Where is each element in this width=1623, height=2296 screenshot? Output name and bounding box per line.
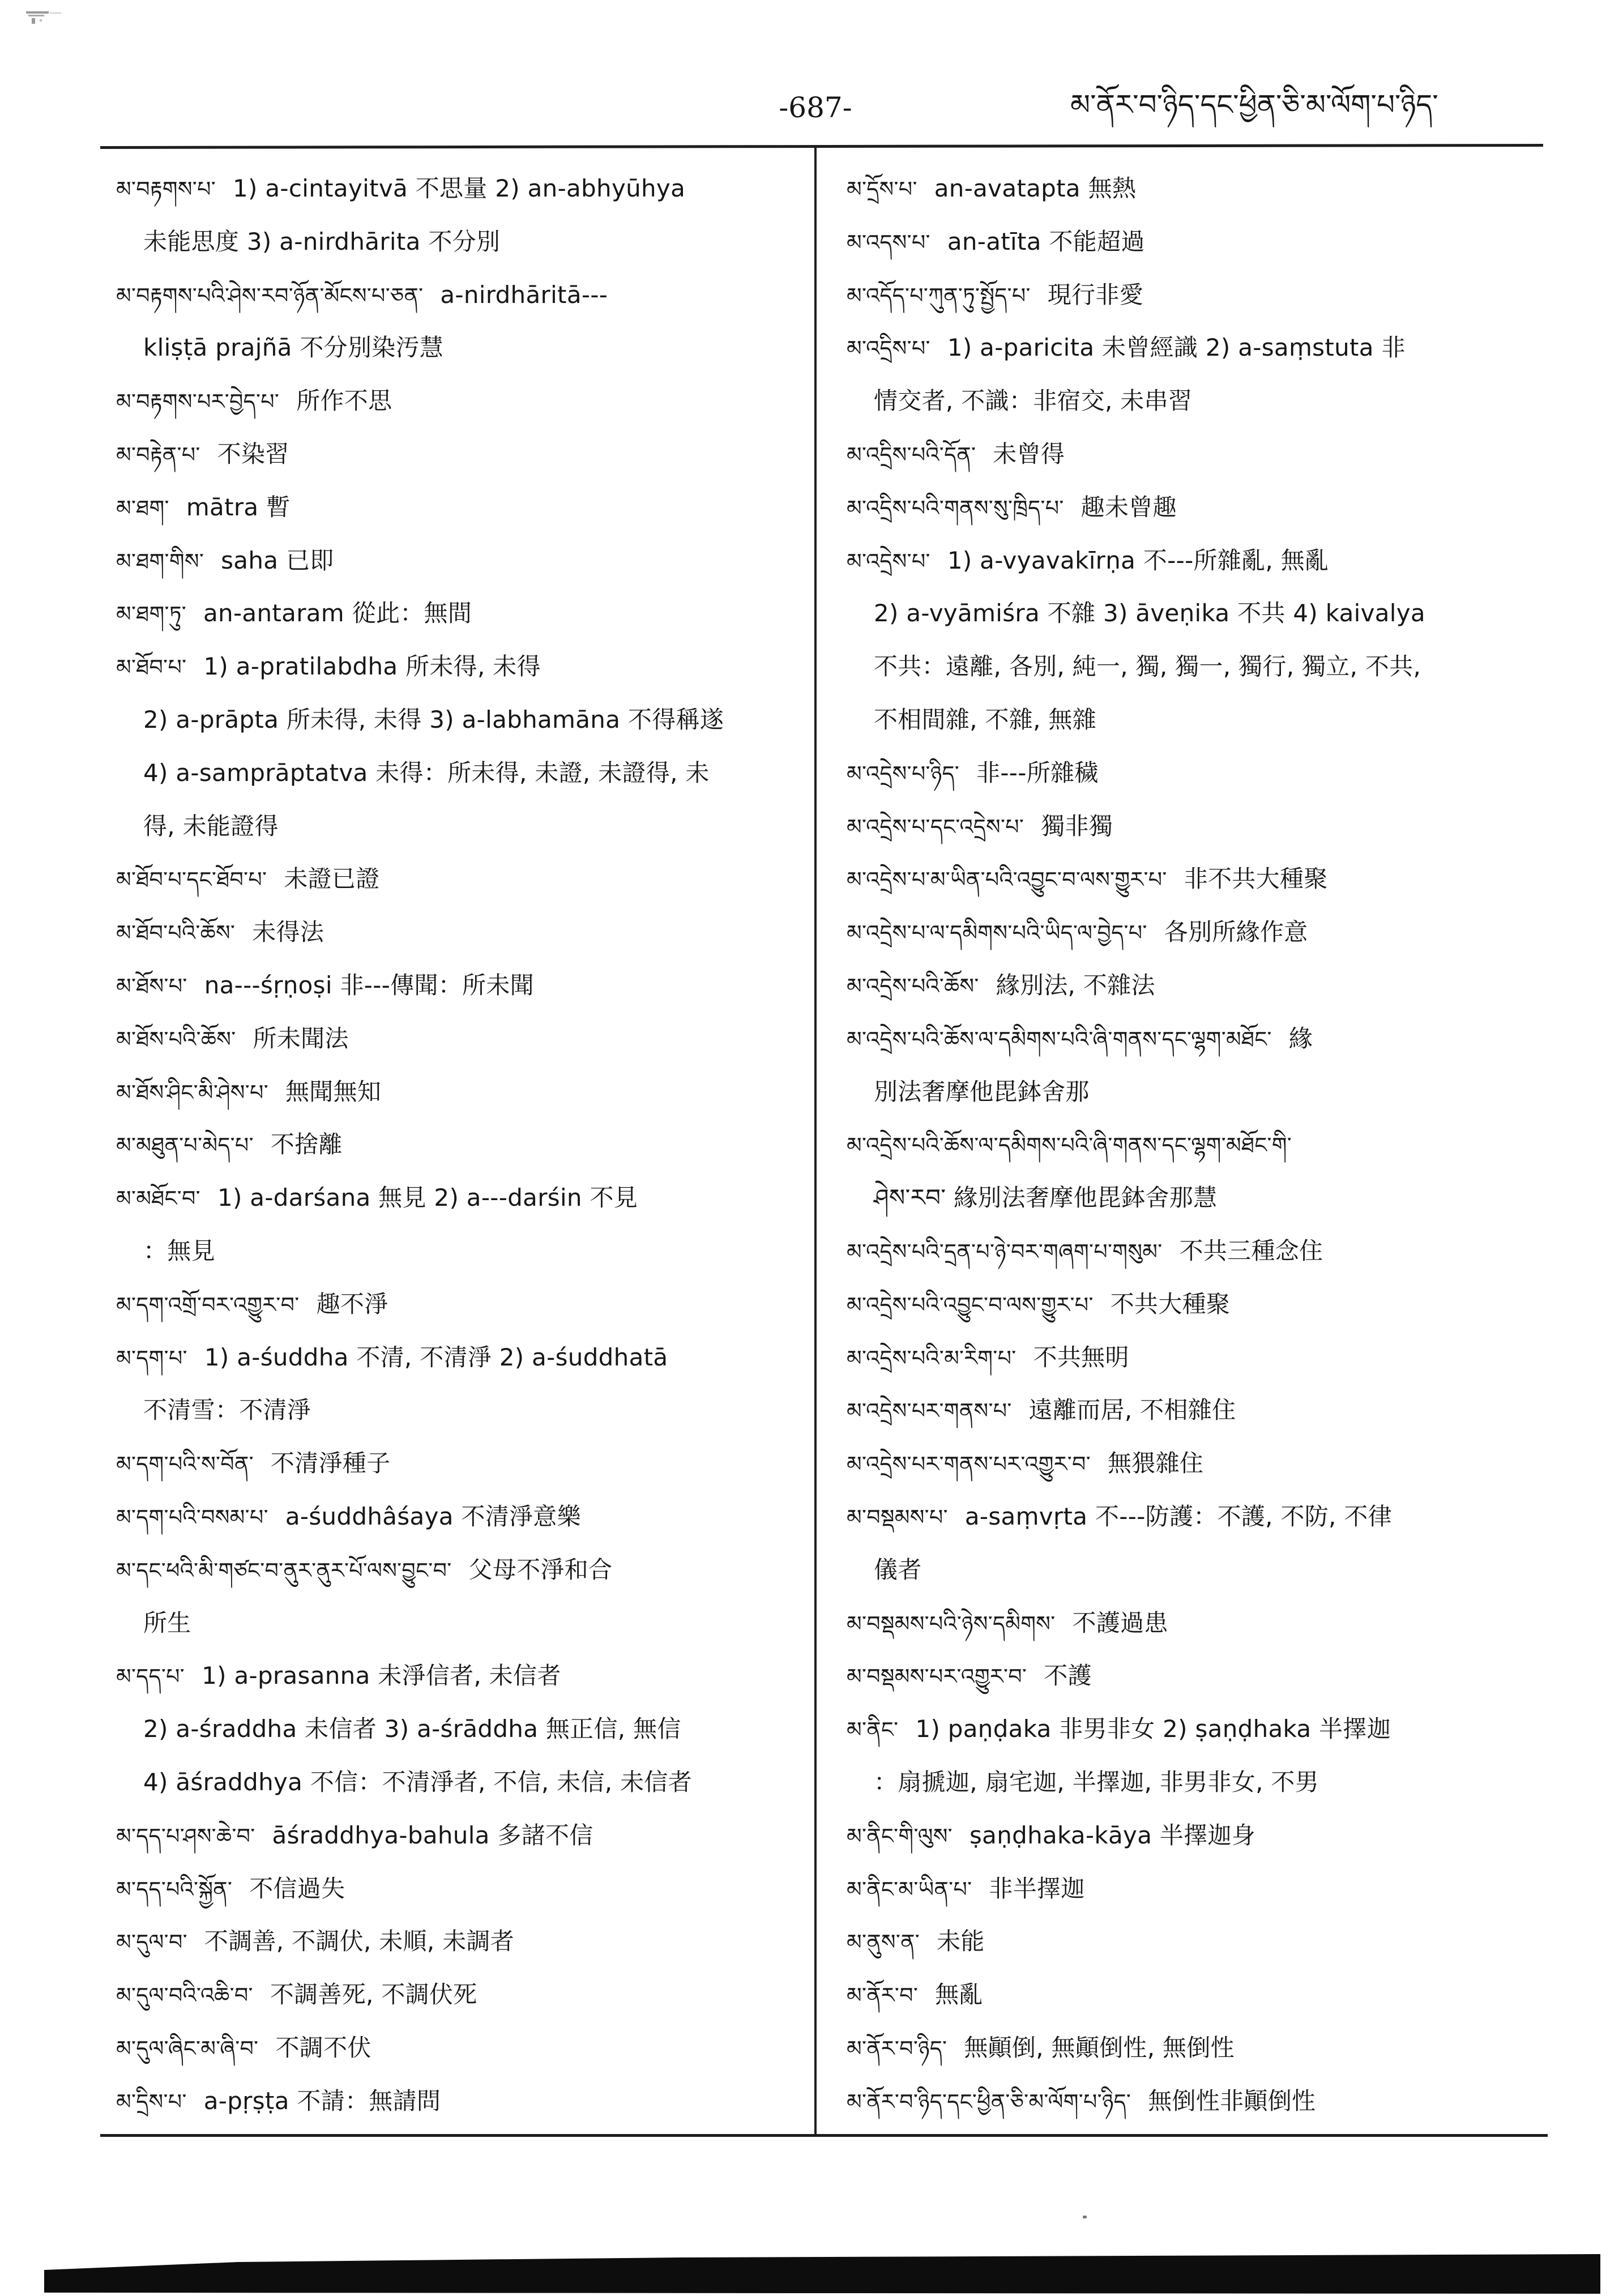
entry-headword: མ་དད་པ་ [116,1664,185,1689]
entry-continuation-line: 不共：遠離, 各別, 純一, 獨, 獨一, 獨行, 獨立, 不共, [874,652,1421,681]
entry-gloss: 不共大種聚 [1110,1290,1231,1318]
entry-headword: མ་ཐག་གིས་ [116,548,204,574]
entry-line [847,321,1552,374]
entry-gloss: 非---所雜穢 [976,758,1099,787]
entry-gloss: 不護過患 [1072,1608,1168,1637]
entry-gloss: 趣不淨 [316,1290,388,1318]
entry-gloss: 無聞無知 [285,1077,382,1106]
entry-line [847,1968,1552,2021]
entry-line [116,906,804,959]
entry-line [116,374,804,428]
entry-line [116,2075,804,2128]
dictionary-entry [116,1118,804,1171]
entry-headword: མ་དུལ་བའི་འཆི་བ་ [116,1983,253,2008]
entry-headword: མ་བརྟགས་པའི་ཤེས་རབ་ཉོན་མོངས་པ་ཅན་ [116,283,424,308]
entry-gloss: 無顚倒, 無顚倒性, 無倒性 [964,2033,1235,2062]
entry-line [847,428,1552,481]
entry-line [116,428,804,481]
entry-headword: མ་དང་ཕའི་མི་གཙང་བ་ནུར་ནུར་པོ་ལས་བྱུང་བ་ [116,1557,452,1583]
entry-line [847,534,1552,587]
entry-line [847,1437,1552,1490]
entry-headword: མ་དག་པའི་བསམ་པ་ [116,1504,268,1530]
entry-headword: མ་ནིང་གི་ལུས་ [847,1823,953,1849]
entry-continuation-line: ：扇搋迦, 扇宅迦, 半擇迦, 非男非女, 不男 [874,1768,1319,1796]
dictionary-entry [116,1012,804,1065]
entry-line [847,1012,1552,1065]
dictionary-entry [847,268,1552,322]
entry-line [847,1809,1552,1862]
dictionary-entry [847,1278,1552,1331]
entry-gloss: 1) a-vyavakīrṇa 不---所雜亂, 無亂 [947,546,1329,574]
entry-line [116,534,804,587]
entry-continuation-line: 別法奢摩他毘鉢舍那 [874,1077,1090,1106]
dictionary-entry [116,1543,804,1650]
entry-gloss: 非不共大種聚 [1184,865,1328,893]
top-rule [100,144,1543,149]
entry-line [847,906,1552,959]
dictionary-entry [847,1862,1552,1915]
dictionary-entry [847,1702,1552,1809]
entry-line [116,1490,804,1543]
entry-line [847,1278,1552,1331]
entry-gloss: 遠離而居, 不相雜住 [1028,1396,1236,1424]
entry-line [847,1331,1552,1384]
entry-continuation-line: 不清雪：不清淨 [143,1396,311,1424]
entry-headword: མ་བརྟགས་པ་ [116,177,216,202]
entry-headword: མ་བརྟེན་པ་ [116,442,200,467]
right-column [847,162,1552,2127]
scan-edge-band [0,2243,1623,2296]
entry-line [116,1809,804,1862]
dictionary-entry [116,481,804,534]
entry-gloss: 1) a-cintayitvā 不思量 2) an-abhyūhya [233,174,686,202]
dictionary-entry [847,162,1552,215]
entry-gloss: a-pṛṣṭa 不請：無請問 [203,2086,441,2115]
entry-gloss: 不捨離 [270,1130,343,1159]
dictionary-entry [847,852,1552,906]
entry-gloss: 各別所緣作意 [1164,918,1308,946]
entry-headword: མ་ཐོབ་པའི་ཆོས་ [116,920,236,946]
entry-headword: མ་འདྲེས་པའི་ཆོས་ [847,973,979,998]
scan-dot [1083,2216,1087,2218]
entry-gloss: 不信過失 [249,1874,345,1902]
dictionary-entry [116,2021,804,2075]
dictionary-entry [847,1012,1552,1119]
entry-gloss: mātra 暫 [186,493,291,521]
dictionary-entry [116,1437,804,1490]
entry-headword: མ་དུལ་བ་ [116,1930,187,1955]
entry-line [116,1968,804,2021]
dictionary-entry [116,2075,804,2128]
entry-headword: མ་ཐོབ་པ་དང་ཐོབ་པ་ [116,867,267,893]
dictionary-entry [847,2021,1552,2075]
entry-continuation-line: 4) a-samprāptatva 未得：所未得, 未證, 未證得, 未 [143,758,710,787]
entry-line [847,1224,1552,1278]
entry-continuation-line: 未能思度 3) a-nirdhārita 不分別 [143,227,501,255]
entry-headword: མ་མཐུན་པ་མེད་པ་ [116,1133,254,1158]
entry-headword: མ་བརྟགས་པར་བྱེད་པ་ [116,389,280,415]
dictionary-entry [847,1649,1552,1702]
entry-line [116,852,804,906]
entry-gloss: 未能 [937,1927,985,1956]
entry-gloss: 不染習 [217,439,289,468]
entry-continuation-line: ：無見 [143,1236,215,1265]
entry-line [116,1649,804,1702]
entry-gloss: 不共無明 [1033,1343,1129,1371]
entry-headword: མ་ནོར་བ་ཉིད་ [847,2035,947,2061]
entry-gloss: 未得法 [252,918,324,946]
entry-continuation-line: 情交者, 不識：非宿交, 未串習 [874,387,1193,415]
entry-line [116,1331,804,1384]
entry-line [847,746,1552,800]
dictionary-entry [847,2075,1552,2128]
entry-line [847,1862,1552,1915]
entry-continuation-line: kliṣṭā prajñā 不分別染汚慧 [143,334,444,362]
entry-gloss: 1) a-śuddha 不清, 不清淨 2) a-śuddhatā [204,1343,668,1371]
entry-gloss: 未曾得 [993,439,1065,468]
entry-line [847,215,1552,268]
entry-gloss: 無猥雜住 [1108,1449,1204,1478]
entry-line [847,1915,1552,1968]
entry-headword: མ་འདྲེས་པའི་ཆོས་ལ་དམིགས་པའི་ཞི་གནས་དང་ལྷག་མཐོང་གི་ [847,1133,1292,1158]
entry-continuation-line: 2) a-prāpta 所未得, 未得 3) a-labhamāna 不得稱遂 [143,705,724,733]
dictionary-entry [847,1118,1552,1224]
left-column [116,162,804,2127]
dictionary-entry [847,906,1552,959]
dictionary-entry [116,534,804,587]
entry-line [116,1278,804,1331]
entry-gloss: 現行非愛 [1047,280,1143,309]
entry-gloss: an-atīta 不能超過 [947,227,1145,255]
entry-continuation-line: 不相間雜, 不雜, 無雜 [874,705,1097,733]
entry-gloss: 非半擇迦 [989,1874,1085,1902]
entry-line [847,2021,1552,2075]
entry-gloss: 1) a-pratilabdha 所未得, 未得 [203,652,541,681]
entry-line [116,587,804,640]
running-head: མ་ནོར་བ་ཉིད་དང་ཕྱིན་ཅི་མ་ལོག་པ་ཉིད་ [1070,88,1438,121]
entry-gloss: saha 已即 [221,546,334,574]
dictionary-entry [847,746,1552,800]
dictionary-entry [116,959,804,1012]
entry-gloss: 不護 [1044,1662,1092,1690]
entry-headword: མ་ནིང་མ་ཡིན་པ་ [847,1876,972,1902]
entry-headword: མ་ནོར་བ་ཉིད་དང་ཕྱིན་ཅི་མ་ལོག་པ་ཉིད་ [847,2089,1131,2114]
entry-headword: མ་ཐག་ [116,495,169,520]
entry-gloss: na---śṛṇoṣi 非---傳聞：所未聞 [204,971,534,999]
entry-gloss: 父母不淨和合 [468,1555,613,1584]
entry-gloss: a-saṃvṛta 不---防護：不護, 不防, 不律 [964,1502,1392,1530]
scan-speck-mark [23,9,74,34]
dictionary-entry [116,1862,804,1915]
entry-headword: མ་ཐོས་ཤིང་མི་ཤེས་པ་ [116,1079,268,1105]
entry-headword: མ་དག་པ་ [116,1345,187,1371]
entry-line [847,800,1552,853]
entry-line [116,162,804,215]
entry-gloss: ṣaṇḍhaka-kāya 半擇迦身 [969,1821,1256,1849]
entry-line [847,481,1552,534]
entry-line [847,1490,1552,1543]
dictionary-entry [116,1490,804,1543]
entry-headword: མ་དྲོས་པ་ [847,177,917,202]
entry-continuation-line: ཤེས་རབ་ 緣別法奢摩他毘鉢舍那慧 [874,1184,1218,1212]
entry-headword: མ་འདྲེས་པའི་དྲན་པ་ཉེ་བར་གཞག་པ་གསུམ་ [847,1239,1163,1264]
dictionary-entry [847,428,1552,481]
dictionary-entry [116,1331,804,1437]
dictionary-entry [116,640,804,852]
entry-gloss: 不調不伏 [275,2033,371,2062]
entry-gloss: 所作不思 [296,387,392,415]
entry-headword: མ་འདས་པ་ [847,229,930,255]
page-number: -687- [779,91,852,124]
entry-headword: མ་འདྲེས་པ་དང་འདྲེས་པ་ [847,814,1024,839]
entry-gloss: a-nirdhāritā--- [440,280,608,309]
entry-line [847,2075,1552,2128]
entry-gloss: 所未聞法 [253,1024,349,1052]
entry-gloss: āśraddhya-bahula 多諸不信 [272,1821,593,1849]
entry-line [116,1118,804,1171]
entry-headword: མ་མཐོང་བ་ [116,1186,200,1211]
entry-headword: མ་འདྲེས་པ་མ་ཡིན་པའི་འབྱུང་བ་ལས་གྱུར་པ་ [847,867,1167,893]
entry-headword: མ་འདྲིས་པའི་གནས་སུ་ཁྲིད་པ་ [847,495,1064,520]
entry-continuation-line: 2) a-vyāmiśra 不雜 3) āveṇika 不共 4) kaivalya [874,599,1425,628]
entry-headword: མ་འདོད་པ་ཀུན་ཏུ་སྤྱོད་པ་ [847,283,1031,308]
entry-gloss: 緣 [1288,1024,1313,1052]
entry-gloss: 未證已證 [284,865,380,893]
entry-line [847,959,1552,1012]
entry-gloss: 不共三種念住 [1179,1236,1323,1265]
entry-headword: མ་འདྲིས་པའི་དོན་ [847,442,976,467]
dictionary-entry [116,587,804,640]
entry-line [847,852,1552,906]
entry-headword: མ་འདྲིས་པ་ [847,336,930,361]
entry-gloss: 1) a-paricita 未曾經識 2) a-saṃstuta 非 [947,334,1406,362]
dictionary-entry [116,1968,804,2021]
entry-headword: མ་དག་འགྲོ་བར་འགྱུར་བ་ [116,1292,300,1317]
entry-line [116,1171,804,1224]
entry-line [116,1437,804,1490]
entry-headword: མ་བསྡམས་པར་འགྱུར་བ་ [847,1664,1027,1689]
entry-line [116,1065,804,1119]
dictionary-entry [847,1915,1552,1968]
entry-gloss: 趣未曾趣 [1080,493,1177,521]
entry-continuation-line: 4) āśraddhya 不信：不清淨者, 不信, 未信, 未信者 [143,1768,692,1796]
entry-gloss: 緣別法, 不雜法 [996,971,1155,999]
entry-headword: མ་ནུས་ན་ [847,1930,920,1955]
entry-headword: མ་བསྡམས་པ་ [847,1504,948,1530]
entry-line [847,1118,1552,1171]
dictionary-entry [847,534,1552,746]
entry-headword: མ་དག་པའི་ས་བོན་ [116,1452,254,1477]
entry-gloss: 1) a-darśana 無見 2) a---darśin 不見 [217,1184,638,1212]
entry-headword: མ་དྲིས་པ་ [116,2089,187,2114]
entry-gloss: 不清淨種子 [270,1449,391,1478]
entry-gloss: 無亂 [935,1981,983,2009]
entry-line [847,1649,1552,1702]
dictionary-entry [116,1915,804,1968]
entry-headword: མ་འདྲེས་པ་ཉིད་ [847,761,960,786]
entry-headword: མ་བསྡམས་པའི་ཉེས་དམིགས་ [847,1611,1056,1636]
entry-headword: མ་ཐོས་པའི་ཆོས་ [116,1026,236,1052]
entry-continuation-line: 儀者 [874,1555,922,1584]
entry-headword: མ་དད་པ་ཤས་ཆེ་བ་ [116,1823,255,1849]
dictionary-entry [116,428,804,481]
entry-line [116,640,804,693]
dictionary-entry [847,1331,1552,1384]
entry-gloss: 無倒性非顚倒性 [1148,2086,1316,2115]
entry-gloss: an-antaram 從此：無間 [203,599,472,628]
entry-line [116,481,804,534]
entry-headword: མ་འདྲེས་པ་ [847,548,930,574]
entry-line [847,162,1552,215]
dictionary-entry [116,1809,804,1862]
dictionary-entry [116,162,804,268]
entry-headword: མ་ཐོབ་པ་ [116,655,187,680]
entry-gloss: a-śuddhâśaya 不清淨意樂 [285,1502,581,1530]
entry-gloss: 不調善, 不調伏, 未順, 未調者 [204,1927,515,1956]
dictionary-entry [116,1278,804,1331]
entry-line [847,1597,1552,1650]
entry-line [116,2021,804,2075]
entry-gloss: 1) paṇḍaka 非男非女 2) ṣaṇḍhaka 半擇迦 [915,1715,1391,1743]
dictionary-entry [847,481,1552,534]
entry-gloss: an-avatapta 無熱 [934,174,1137,202]
entry-line [116,1012,804,1065]
dictionary-entry [847,1437,1552,1490]
column-divider [814,147,817,2135]
dictionary-entry [116,1649,804,1808]
dictionary-entry [847,1384,1552,1437]
entry-gloss: 1) a-prasanna 未淨信者, 未信者 [202,1662,561,1690]
entry-line [847,1702,1552,1756]
entry-headword: མ་ཐོས་པ་ [116,973,187,998]
entry-headword: མ་ནོར་བ་ [847,1983,919,2008]
entry-headword: མ་འདྲེས་པའི་འབྱུང་བ་ལས་གྱུར་པ་ [847,1292,1094,1317]
entry-headword: མ་ནིང་ [847,1717,899,1743]
dictionary-entry [116,852,804,906]
dictionary-entry [847,1597,1552,1650]
entry-line [116,1915,804,1968]
bottom-rule [100,2134,1548,2137]
entry-headword: མ་འདྲེས་པར་གནས་པ་ [847,1398,1012,1424]
entry-line [116,268,804,322]
dictionary-entry [116,1065,804,1119]
entry-line [116,1543,804,1597]
dictionary-entry [847,215,1552,268]
dictionary-entry [847,959,1552,1012]
entry-headword: མ་འདྲེས་པའི་མ་རིག་པ་ [847,1345,1016,1371]
dictionary-entry [847,1968,1552,2021]
dictionary-entry [116,268,804,375]
dictionary-entry [847,800,1552,853]
dictionary-entry [116,906,804,959]
entry-headword: མ་ཐག་ཏུ་ [116,601,187,627]
dictionary-entry [847,1224,1552,1278]
dictionary-entry [847,321,1552,428]
entry-continuation-line: 所生 [143,1608,191,1637]
entry-line [116,1862,804,1915]
entry-continuation-line: 得, 未能證得 [143,812,279,840]
entry-line [847,1384,1552,1437]
dictionary-entry [116,374,804,428]
entry-gloss: 不調善死, 不調伏死 [270,1981,477,2009]
entry-line [847,268,1552,322]
dictionary-entry [116,1171,804,1278]
entry-line [116,959,804,1012]
entry-headword: མ་དུལ་ཞིང་མ་ཞི་བ་ [116,2035,259,2061]
entry-gloss: 獨非獨 [1041,812,1113,840]
entry-headword: མ་འདྲེས་པ་ལ་དམིགས་པའི་ཡིད་ལ་བྱེད་པ་ [847,920,1147,946]
entry-headword: མ་འདྲེས་པའི་ཆོས་ལ་དམིགས་པའི་ཞི་གནས་དང་ལྷག་མཐོང་ [847,1026,1272,1052]
dictionary-entry [847,1809,1552,1862]
dictionary-entry [847,1490,1552,1597]
entry-headword: མ་འདྲེས་པར་གནས་པར་འགྱུར་བ་ [847,1452,1091,1477]
entry-headword: མ་དད་པའི་སྐྱོན་ [116,1876,233,1902]
entry-continuation-line: 2) a-śraddha 未信者 3) a-śrāddha 無正信, 無信 [143,1715,681,1743]
